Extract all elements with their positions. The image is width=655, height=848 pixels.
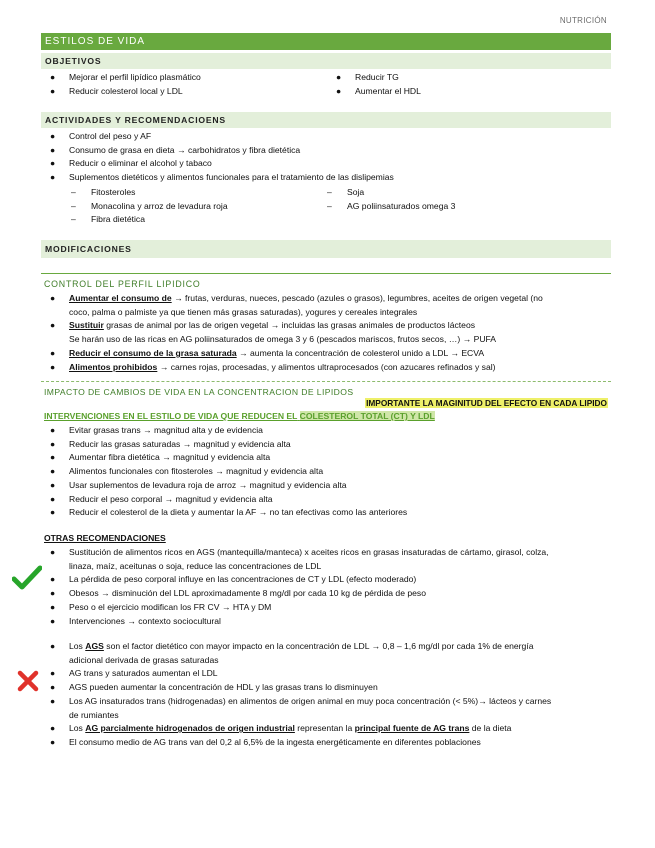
list-item: – AG poliinsaturados omega 3 xyxy=(327,200,456,211)
list-item: ● Reducir colesterol local y LDL xyxy=(50,85,183,96)
list-item: ● Mejorar el perfil lipídico plasmático xyxy=(50,72,201,82)
header-subject: NUTRICIÓN xyxy=(559,16,607,25)
list-item: – Monacolina y arroz de levadura roja xyxy=(71,200,228,211)
list-item: ● Reducir el colesterol de la dieta y aumentar la AF → no tan efectivas como las anteriores xyxy=(50,507,408,518)
list-item: ● Reducir TG xyxy=(336,72,399,82)
actividades-list xyxy=(50,130,394,185)
list-item: ● Los AG parcialmente hidrogenados de origen industrial representan la principal fuente de AG trans de la dieta xyxy=(50,723,512,734)
list-item: ● Suplementos dietéticos y alimentos funcionales para el tratamiento de las dislipemias xyxy=(50,172,394,183)
list-item: – Soja xyxy=(327,187,365,197)
modificaciones-heading: MODIFICACIONES xyxy=(41,240,611,258)
suplementos-sublist-right xyxy=(327,186,456,213)
list-item-continuation: linaza, maíz, aceitunas o soja, reduce las concentraciones de LDL xyxy=(69,560,322,571)
objetivos-heading: OBJETIVOS xyxy=(41,53,611,69)
list-item: ● Intervenciones → contexto sociocultural xyxy=(50,615,221,626)
actividades-heading: ACTIVIDADES Y RECOMENDACIOENS xyxy=(41,112,611,128)
list-item: ● Reducir las grasas saturadas → magnitud y evidencia alta xyxy=(50,438,291,449)
page-title: ESTILOS DE VIDA xyxy=(41,33,611,50)
list-item: ● Control del peso y AF xyxy=(50,131,152,141)
list-item: ● Evitar grasas trans → magnitud alta y de evidencia xyxy=(50,425,263,435)
list-item: ● Los AG insaturados trans (hidrogenadas) en alimentos de origen animal en muy poca concentración (< 5%)→ lácteos y carnes xyxy=(50,695,552,706)
divider xyxy=(41,273,611,274)
control-heading: CONTROL DEL PERFIL LIPIDICO xyxy=(44,279,201,289)
divider xyxy=(41,381,611,382)
list-item-continuation: Se harán uso de las ricas en AG poliinsaturados de omega 3 y 6 (pescados mariscos, frutos secos, …) → PUFA xyxy=(69,334,497,345)
intervenciones-list xyxy=(50,424,408,520)
list-item: ● AG trans y saturados aumentan el LDL xyxy=(50,668,218,679)
objetivos-left-list xyxy=(50,71,201,98)
cross-mark-icon xyxy=(17,670,39,692)
importante-note: IMPORTANTE LA MAGINITUD DEL EFECTO EN CADA LIPIDO xyxy=(366,398,607,408)
list-item: ● Sustituir grasas de animal por las de origen vegetal → incluidas las grasas animales de productos lácteos xyxy=(50,320,476,331)
list-item: ● Reducir el peso corporal → magnitud y evidencia alta xyxy=(50,493,273,504)
list-item: ● Aumentar el consumo de → frutas, verduras, nueces, pescado (azules o grasos), legumbres, aceites de origen vegetal (no xyxy=(50,293,543,303)
list-item-continuation: coco, palma o palmiste ya que tienen más grasas saturadas), yogures y cereales integrales xyxy=(69,306,418,317)
list-item: ● Usar suplementos de levadura roja de arroz → magnitud y evidencia alta xyxy=(50,479,347,490)
list-item: ● Alimentos prohibidos → carnes rojas, procesadas, y alimentos ultraprocesados (con azucares refinados y sal) xyxy=(50,361,496,372)
list-item: ● Obesos → disminución del LDL aproximadamente 8 mg/dl por cada 10 kg de pérdida de peso xyxy=(50,588,427,599)
otras-recomendaciones-heading: OTRAS RECOMENDACIONES xyxy=(44,533,166,543)
list-item: ● Consumo de grasa en dieta → carbohidratos y fibra dietética xyxy=(50,144,301,155)
list-item: ● AGS pueden aumentar la concentración de HDL y las grasas trans lo disminuyen xyxy=(50,682,378,693)
otras-list xyxy=(50,546,549,628)
intervenciones-heading: INTERVENCIONES EN EL ESTILO DE VIDA QUE REDUCEN EL COLESTEROL TOTAL (CT) Y LDL xyxy=(44,411,435,421)
list-item: ● Alimentos funcionales con fitosteroles → magnitud y evidencia alta xyxy=(50,466,324,477)
list-item: – Fibra dietética xyxy=(71,214,145,224)
list-item: ● Reducir o eliminar el alcohol y tabaco xyxy=(50,158,212,169)
list-item-continuation: de rumiantes xyxy=(69,709,119,720)
ags-list xyxy=(50,640,552,750)
suplementos-sublist-left xyxy=(71,186,228,227)
check-mark-icon xyxy=(12,565,42,591)
list-item: ● Los AGS son el factor dietético con mayor impacto en la concentración de LDL → 0,8 – 1,6 mg/dl por cada 1% de energía xyxy=(50,641,534,651)
list-item: ● La pérdida de peso corporal influye en las concentraciones de CT y LDL (efecto moderado) xyxy=(50,574,417,585)
list-item: ● Aumentar el HDL xyxy=(336,85,421,96)
list-item-continuation: adicional derivada de grasas saturadas xyxy=(69,654,219,665)
list-item: ● Reducir el consumo de la grasa saturada → aumenta la concentración de colesterol unido a LDL → ECVA xyxy=(50,347,485,358)
objetivos-right-list xyxy=(336,71,421,98)
list-item: ● Aumentar fibra dietética → magnitud y evidencia alta xyxy=(50,452,271,463)
list-item: ● El consumo medio de AG trans van del 0,2 al 6,5% de la ingesta energéticamente en diferentes poblaciones xyxy=(50,736,481,747)
list-item: ● Sustitución de alimentos ricos en AGS (mantequilla/manteca) x aceites ricos en grasas insaturadas de cártamo, girasol, colza, xyxy=(50,547,549,557)
control-list xyxy=(50,292,543,374)
list-item: ● Peso o el ejercicio modifican los FR CV → HTA y DM xyxy=(50,601,272,612)
list-item: – Fitosteroles xyxy=(71,187,136,197)
impacto-heading: IMPACTO DE CAMBIOS DE VIDA EN LA CONCENTRACION DE LIPIDOS xyxy=(44,387,354,397)
